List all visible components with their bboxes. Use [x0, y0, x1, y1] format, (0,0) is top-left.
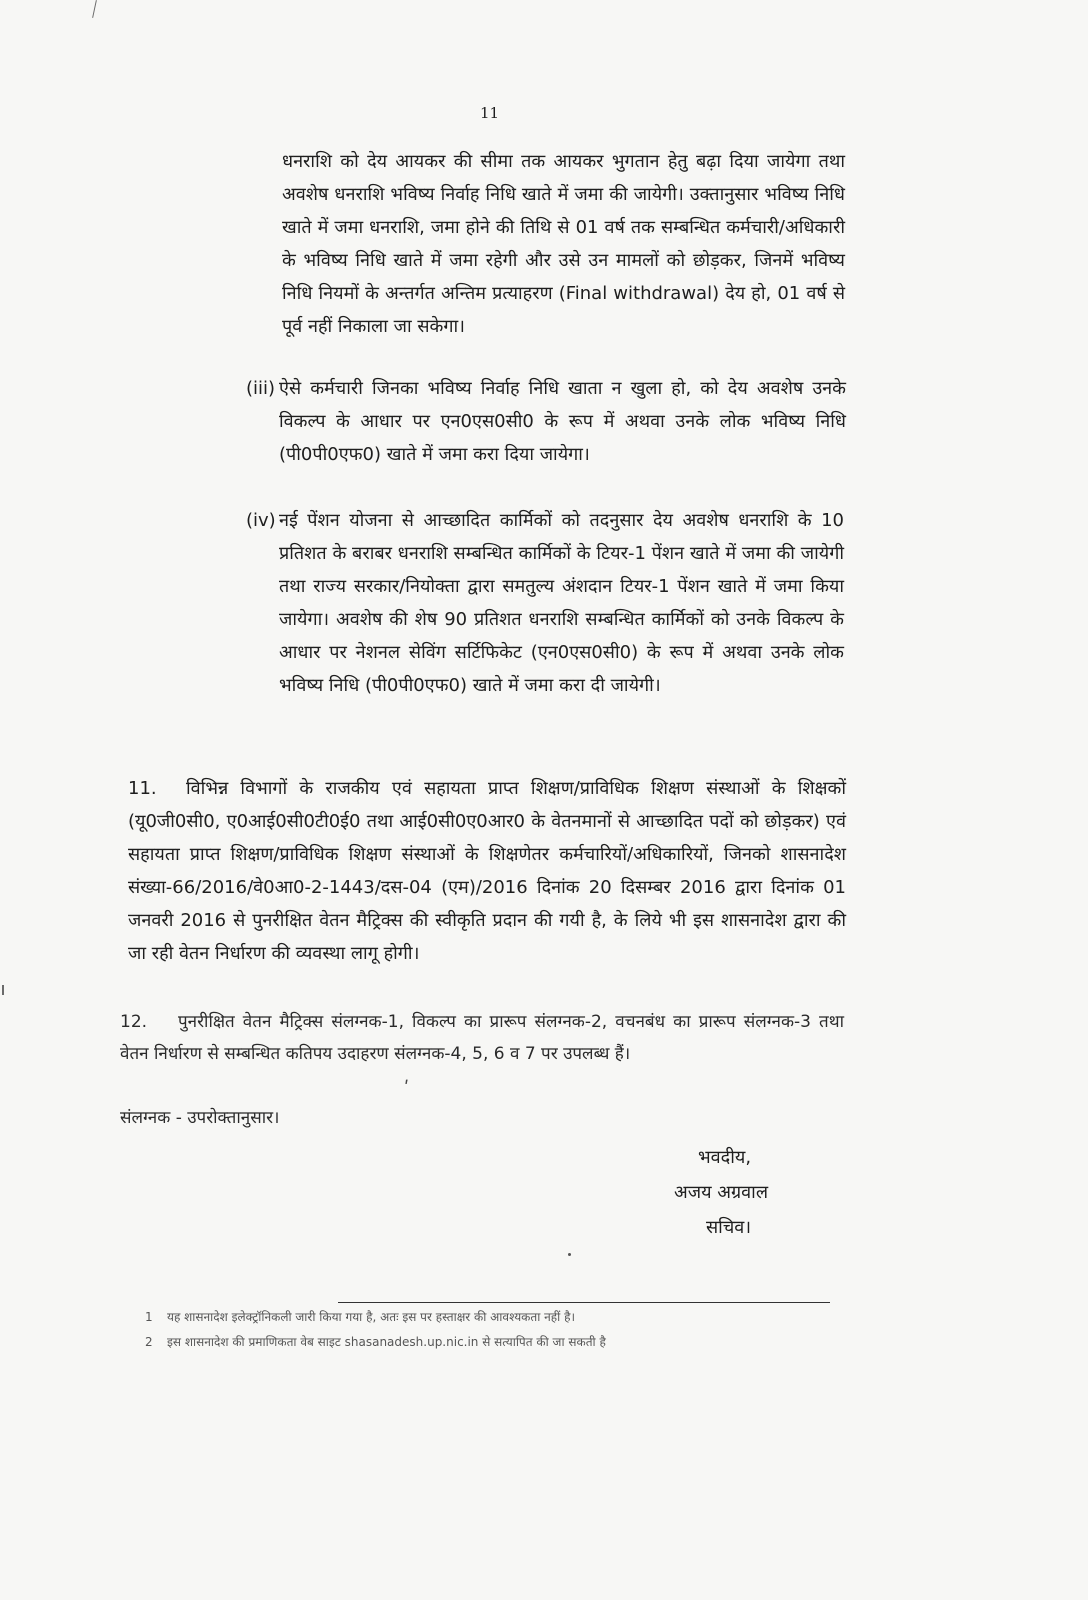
footnote-text: इस शासनादेश की प्रमाणिकता वेब साइट shasanadesh.up.nic.in से सत्यापित की जा सकती है [167, 1335, 606, 1349]
paragraph-number: 12. [120, 1012, 148, 1032]
signatory-name: अजय अग्रवाल [674, 1182, 769, 1203]
signatory-designation: सचिव। [706, 1217, 752, 1238]
footnote-divider [338, 1302, 830, 1303]
footnote-number: 1 [145, 1310, 153, 1324]
signature-closing: भवदीय, [698, 1147, 752, 1168]
sub-item-iv [246, 504, 844, 702]
scan-artifact-top [92, 0, 97, 18]
sub-item-text: ऐसे कर्मचारी जिनका भविष्य निर्वाह निधि खाता न खुला हो, को देय अवशेष उनके विकल्प के आधार पर एन0एस0सी0 के रूप में अथवा उनके लोक भविष्य निधि (पी0पी0एफ0) खाते में जमा करा दिया जायेगा। [279, 378, 846, 465]
signature-block [650, 1140, 850, 1245]
footnote-2 [145, 1333, 606, 1350]
enclosure-note: संलग्नक - उपरोक्तानुसार। [120, 1108, 280, 1128]
paragraph-text: विभिन्न विभागों के राजकीय एवं सहायता प्राप्त शिक्षण/प्राविधिक शिक्षण संस्थाओं के शिक्षकों (यू0जी0सी0, ए0आई0सी0टी0ई0 तथा आई0सी0ए0आर0 के वेतनमानों से आच्छादित पदों को छोड़कर) एवं सहायता प्राप्त शिक्षण/प्राविधिक शिक्षण संस्थाओं के शिक्षणेतर कर्मचारियों/अधिकारियों, जिनको शासनादेश संख्या-66/2016/वे0आ0-2-1443/दस-04 (एम)/2016 दिनांक 20 दिसम्बर 2016 द्वारा दिनांक 01 जनवरी 2016 से पुनरीक्षित वेतन मैट्रिक्स की स्वीकृति प्रदान की गयी है, के लिये भी इस शासनादेश द्वारा की जा रही वेतन निर्धारण की व्यवस्था लागू होगी। [128, 778, 846, 964]
scan-dot [568, 1253, 571, 1256]
footnote-number: 2 [145, 1335, 153, 1349]
tick-mark: ʹ [404, 1078, 410, 1099]
footnote-text: यह शासनादेश इलेक्ट्रॉनिकली जारी किया गया है, अतः इस पर हस्ताक्षर की आवश्यकता नहीं है। [167, 1310, 576, 1324]
sub-item-text: नई पेंशन योजना से आच्छादित कार्मिकों को तदनुसार देय अवशेष धनराशि के 10 प्रतिशत के बराबर धनराशि सम्बन्धित कार्मिकों के टियर-1 पेंशन खाते में जमा की जायेगी तथा राज्य सरकार/नियोक्ता द्वारा समतुल्य अंशदान टियर-1 पेंशन खाते में जमा किया जायेगा। अवशेष की शेष 90 प्रतिशत धनराशि सम्बन्धित कार्मिकों को उनके विकल्प के आधार पर नेशनल सेविंग सर्टिफिकेट (एन0एस0सी0) के रूप में अथवा उनके लोक भविष्य निधि (पी0पी0एफ0) खाते में जमा करा दी जायेगी। [279, 510, 844, 696]
continuation-paragraph: धनराशि को देय आयकर की सीमा तक आयकर भुगतान हेतु बढ़ा दिया जायेगा तथा अवशेष धनराशि भविष्य निर्वाह निधि खाते में जमा की जायेगी। उक्तानुसार भविष्य निधि खाते में जमा धनराशि, जमा होने की तिथि से 01 वर्ष तक सम्बन्धित कर्मचारी/अधिकारी के भविष्य निधि खाते में जमा रहेगी और उसे उन मामलों को छोड़कर, जिनमें भविष्य निधि नियमों के अन्तर्गत अन्तिम प्रत्याहरण (Final withdrawal) देय हो, 01 वर्ष से पूर्व नहीं निकाला जा सकेगा। [282, 151, 845, 337]
paragraph-text: पुनरीक्षित वेतन मैट्रिक्स संलग्नक-1, विकल्प का प्रारूप संलग्नक-2, वचनबंध का प्रारूप संलग्नक-3 तथा वेतन निर्धारण से सम्बन्धित कतिपय उदाहरण संलग्नक-4, 5, 6 व 7 पर उपलब्ध हैं। [120, 1012, 844, 1064]
sub-item-marker: (iii) [246, 378, 276, 399]
scan-artifact-left [2, 985, 4, 995]
page-number: 11 [480, 104, 500, 122]
sub-item-iii [246, 372, 846, 471]
sub-item-marker: (iv) [246, 510, 276, 531]
footnote-1 [145, 1308, 575, 1325]
paragraph-12 [120, 1006, 844, 1070]
paragraph-number: 11. [128, 778, 157, 799]
paragraph-11 [128, 772, 846, 970]
